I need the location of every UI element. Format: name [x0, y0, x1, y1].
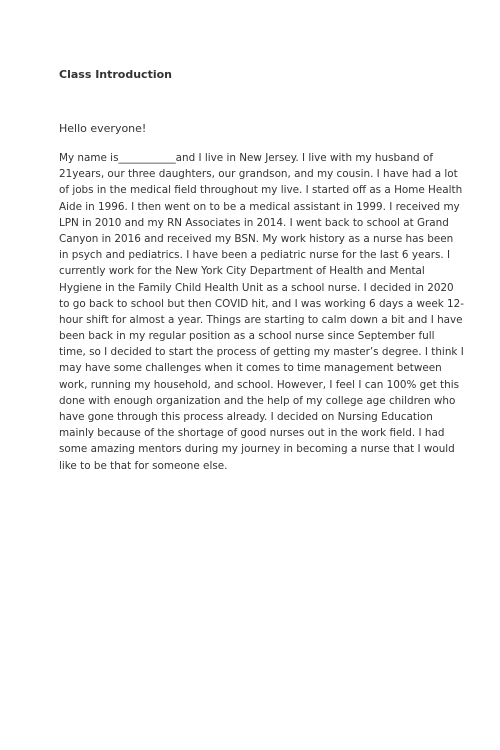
body-line: of jobs in the medical field throughout my live. I started off as a Home Health [59, 184, 463, 197]
body-line: My name is___________and I live in New Jersey. I live with my husband of [59, 152, 433, 164]
body-line: time, so I decided to start the process of getting my master’s degree. I think I [59, 346, 464, 359]
body-line: currently work for the New York City Department of Health and Mental [59, 265, 425, 278]
body-line: may have some challenges when it comes to time management between [59, 362, 442, 375]
body-line: Aide in 1996. I then went on to be a medical assistant in 1999. I received my [59, 200, 460, 213]
body-line: some amazing mentors during my journey in becoming a nurse that I would [59, 443, 455, 456]
body-line: work, running my household, and school. However, I feel I can 100% get this [59, 378, 460, 391]
body-line: in psych and pediatrics. I have been a pediatric nurse for the last 6 years. I [59, 249, 451, 262]
body-line: 21years, our three daughters, our grandson, and my cousin. I have had a lot [59, 168, 458, 181]
body-line: been back in my regular position as a school nurse since September full [59, 330, 435, 343]
body-line: done with enough organization and the help of my college age children who [59, 394, 456, 407]
body-line: Canyon in 2016 and received my BSN. My work history as a nurse has been [59, 232, 454, 245]
body-line: mainly because of the shortage of good nurses out in the work field. I had [59, 427, 445, 440]
body-paragraph [59, 150, 465, 474]
body-line: LPN in 2010 and my RN Associates in 2014. I went back to school at Grand [59, 216, 449, 229]
body-line: hour shift for almost a year. Things are starting to calm down a bit and I have [59, 313, 463, 326]
body-line: Hygiene in the Family Child Health Unit as a school nurse. I decided in 2020 [59, 281, 454, 294]
greeting-line: Hello everyone! [59, 122, 147, 135]
document-title: Class Introduction [59, 68, 172, 81]
body-line: like to be that for someone else. [59, 459, 228, 472]
body-line: to go back to school but then COVID hit, and I was working 6 days a week 12- [59, 297, 465, 310]
body-line: have gone through this process already. I decided on Nursing Education [59, 411, 433, 423]
